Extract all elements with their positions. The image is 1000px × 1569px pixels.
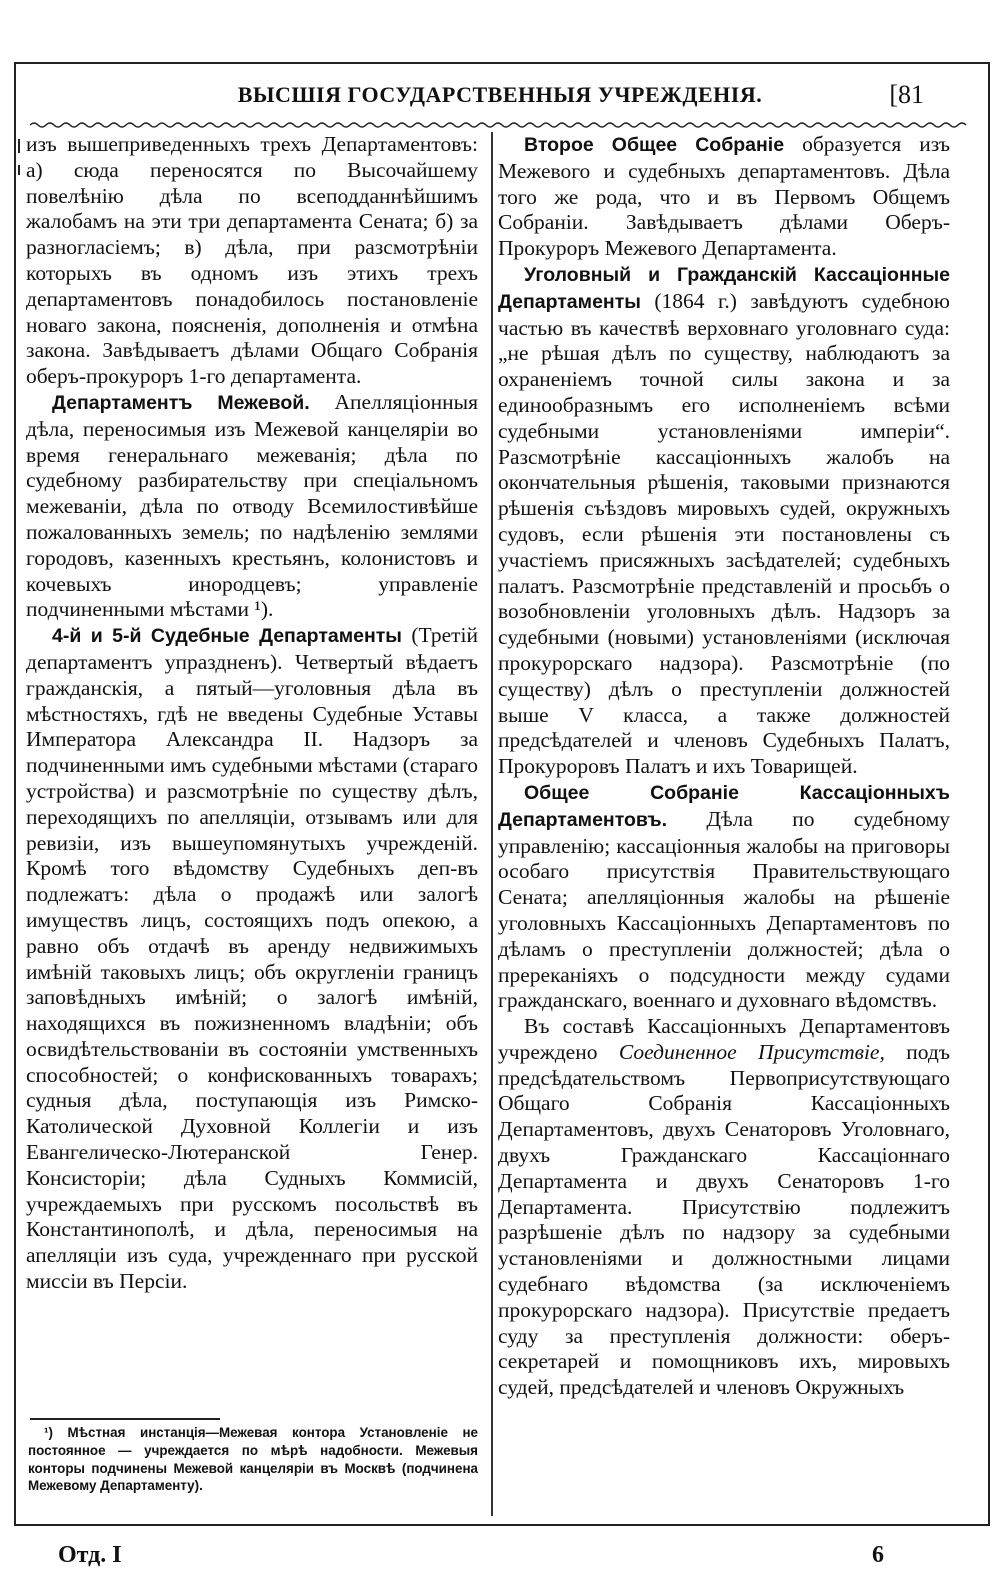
left-paragraph-3-body: (Третій департаментъ упраздненъ). Четвертый вѣдаетъ гражданскія, а пятый—уголовныя дѣла въ мѣстностяхъ, гдѣ не введены Судебные Уставы Императора Александра II. Надзоръ за подчиненными имъ судебными мѣстами (стараго устройства) и разсмотрѣніе по существу дѣлъ, переходящихъ по апелляціи, отзывамъ или для ревизіи, изъ вышеупомянутыхъ учрежденій. Кромѣ того вѣдомству Судебныхъ деп-въ подлежатъ: дѣла о продажѣ или залогѣ имуществъ лицъ, состоящихъ подъ опекою, а равно объ отдачѣ въ аренду недвижимыхъ имѣній таковыхъ лицъ; объ округленіи границъ заповѣдныхъ имѣній; о залогѣ имѣній, находящихся въ пожизненномъ владѣніи; объ освидѣтельствованіи въ состояніи умственныхъ способностей; о конфискованныхъ товарахъ; судныя дѣла, поступающія изъ Римско-Католической Духовной Коллегіи и изъ Евангелическо-Лютеранской Генер. Консисторіи; дѣла Судныхъ Коммисій, учреждаемыхъ при русскомъ посольствѣ въ Константинополѣ, и дѣла, переносимыя на апелляціи изъ суда, учрежденнаго при русской миссіи въ Персіи. — [26, 623, 478, 1294]
top-border-rule — [14, 62, 990, 64]
left-border-rule — [14, 62, 16, 1524]
section-heading-cassation-departments: Уголовный и Гражданскій Кассаціонные Департаменты — [498, 263, 950, 313]
left-paragraph-2-body: Апелляціонныя дѣла, переносимыя изъ Межевой канцеляріи во время генеральнаго межеванія; дѣла по судебному разбирательству при спеціальномъ межеваніи, дѣла по отводу Всемилостивѣйше пожалованныхъ земель; по надѣленію землями городовъ, казенныхъ крестьянъ, колонистовъ и кочевыхъ инородцевъ; управленіе подчиненными мѣстами ¹). — [26, 389, 479, 622]
right-paragraph-4 — [498, 1014, 950, 1401]
column-divider — [491, 132, 493, 1516]
section-heading-court-departments: 4-й и 5-й Судебные Департаменты — [52, 625, 402, 648]
footnote: ¹) Мѣстная инстанція—Межевая контора Установленіе не постоянное — учреждается по мѣрѣ надобности. Межевыя конторы подчинены Межевой канцеляріи въ Москвѣ (подчинена Межевому Департаменту). — [28, 1425, 478, 1494]
right-paragraph-3 — [498, 780, 950, 1014]
footnote-rule — [30, 1418, 220, 1420]
united-presence-term: Соединенное Присутствіе, — [618, 1039, 885, 1064]
left-column — [26, 132, 478, 1295]
footer-signature-mark: 6 — [872, 1542, 884, 1568]
right-column — [498, 132, 950, 1401]
right-paragraph-3-body: Дѣла по судебному управленію; кассаціонныя жалобы на приговоры особаго присутствія Правительствующаго Сената; апелляціонныя жалобы на рѣшеніе уголовныхъ Кассаціонныхъ Департаментовъ по дѣламъ о преступленіи должностей; дѣла о пререканіяхъ о подсудности между судами гражданскаго, военнаго и духовнаго вѣдомствъ. — [498, 806, 950, 1013]
left-paragraph-2 — [26, 390, 478, 623]
right-border-rule — [988, 62, 990, 1524]
page-number: [81 — [889, 80, 924, 109]
right-paragraph-4-b: подъ предсѣдательствомъ Первоприсутствующаго Общаго Собранія Кассаціонныхъ Департаментовъ, двухъ Сенаторовъ Уголовнаго, двухъ Гражданскаго Кассаціоннаго Департамента и двухъ Сенаторовъ 1-го Департамента. Присутствію подлежитъ разрѣшеніе дѣлъ по надзору за судебными установленіями и должностными лицами судебнаго вѣдомства (за исключеніемъ прокурорскаго надзора). Присутствіе предаетъ суду за преступленія должности: оберъ-секретарей и помощниковъ ихъ, мировыхъ судей, предсѣдателей и членовъ Окружныхъ — [498, 1039, 950, 1400]
section-heading-second-assembly: Второе Общее Собраніе — [524, 134, 785, 156]
section-heading-mezhevoy: Департаментъ Межевой. — [52, 391, 310, 414]
footer-section-mark: Отд. I — [58, 1542, 122, 1568]
section-heading-general-assembly: Общее Собраніе Кассаціонныхъ Департаментовъ. — [498, 781, 950, 831]
running-header — [30, 82, 970, 118]
right-paragraph-1 — [498, 132, 950, 262]
left-paragraph-3 — [26, 623, 478, 1295]
running-header-title: ВЫСШІЯ ГОСУДАРСТВЕННЫЯ УЧРЕЖДЕНІЯ. — [237, 82, 763, 107]
left-paragraph-1: изъ вышеприведенныхъ трехъ Департаментовъ: а) сюда переносятся по Высочайшему повелѣнію дѣла по всеподданнѣйшимъ жалобамъ на эти три департамента Сената; б) за разногласіемъ; в) дѣла, при разсмотрѣніи которыхъ въ одномъ изъ этихъ трехъ департаментовъ понадобилось постановленіе новаго закона, поясненія, дополненія и отмѣна закона. Завѣдываетъ дѣлами Общаго Собранія оберъ-прокуроръ 1-го департамента. — [26, 132, 478, 389]
right-paragraph-2-body: (1864 г.) завѣдуютъ судебною частью въ качествѣ верховнаго уголовнаго суда: „не рѣшая дѣлъ по существу, наблюдаютъ за охраненіемъ точной силы закона и за единообразнымъ его исполненіемъ всѣми судебными установленіями имперіи“. Разсмотрѣніе кассаціонныхъ жалобъ на окончательныя рѣшенія, таковыми признаются рѣшенія съѣздовъ мировыхъ судей, окружныхъ судовъ, если рѣшенія эти постановлены съ участіемъ присяжныхъ засѣдателей; судебныхъ палатъ. Разсмотрѣніе представленій и просьбъ о возобновленіи уголовныхъ дѣлъ. Надзоръ за судебными (новыми) установленіями (исключая прокурорскаго надзора). Разсмотрѣніе (по существу) дѣлъ о преступленіи должностей выше V класса, а также должностей предсѣдателей и членовъ Судебныхъ Палатъ, Прокуроровъ Палатъ и ихъ Товарищей. — [498, 288, 950, 779]
bottom-border-rule — [14, 1524, 990, 1526]
right-paragraph-4-a: Въ составѣ Кассаціонныхъ Департаментовъ учреждено — [498, 1014, 950, 1064]
right-paragraph-2 — [498, 262, 950, 780]
wavy-rule — [30, 120, 970, 130]
right-paragraph-1-body: образуется изъ Межевого и судебныхъ департаментовъ. Дѣла того же рода, что и въ Первомъ Общемъ Собраніи. Завѣдываетъ дѣлами Оберъ-Прокуроръ Межевого Департамента. — [498, 132, 950, 261]
